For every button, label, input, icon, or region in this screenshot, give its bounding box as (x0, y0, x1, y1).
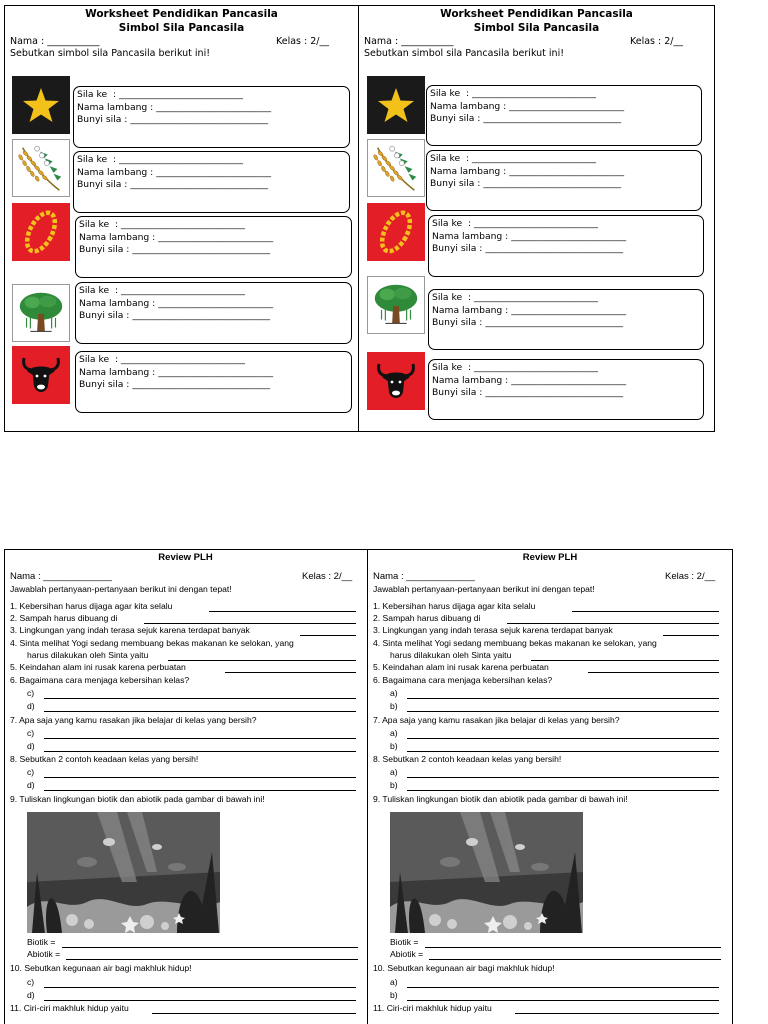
question-4: 4. Sinta melihat Yogi sedang membuang bekas makanan ke selokan, yang (10, 638, 294, 648)
answer-label: b) (390, 741, 398, 751)
sila-field[interactable]: Sila ke : ___________________________ (430, 88, 597, 99)
answer-line[interactable] (44, 1000, 356, 1001)
question-8: 8. Sebutkan 2 contoh keadaan kelas yang bersih! (10, 754, 199, 764)
review-class-field[interactable]: Kelas : 2/__ (302, 571, 353, 582)
sila-field[interactable]: Sila ke : ___________________________ (79, 354, 246, 365)
instruction-text: Sebutkan simbol sila Pancasila berikut ini! (364, 48, 565, 59)
banyan-tree-icon (367, 276, 425, 334)
answer-label: a) (390, 977, 398, 987)
answer-line[interactable] (62, 947, 358, 948)
abiotik-label: Abiotik = (390, 949, 424, 959)
question-5: 5. Keindahan alam ini rusak karena perbuatan (373, 662, 549, 672)
biotik-label: Biotik = (27, 937, 56, 947)
bunyi-field[interactable]: Bunyi sila : ______________________________ (79, 379, 271, 390)
rice-cotton-icon (367, 139, 425, 197)
bunyi-field[interactable]: Bunyi sila : ______________________________ (432, 317, 624, 328)
answer-box-4[interactable] (428, 289, 704, 350)
sila-field[interactable]: Sila ke : ___________________________ (79, 285, 246, 296)
question-4: 4. Sinta melihat Yogi sedang membuang bekas makanan ke selokan, yang (373, 638, 657, 648)
question-5: 5. Keindahan alam ini rusak karena perbuatan (10, 662, 186, 672)
answer-line[interactable] (507, 623, 719, 624)
answer-label: d) (27, 701, 35, 711)
question-9: 9. Tuliskan lingkungan biotik dan abiotik pada gambar di bawah ini! (10, 794, 265, 804)
sila-field[interactable]: Sila ke : ___________________________ (79, 219, 246, 230)
chain-icon (367, 203, 425, 261)
bunyi-field[interactable]: Bunyi sila : ______________________________ (432, 243, 624, 254)
answer-line[interactable] (66, 959, 358, 960)
answer-line[interactable] (44, 987, 356, 988)
answer-label: c) (27, 977, 35, 987)
rice-cotton-icon (12, 139, 70, 197)
answer-line[interactable] (572, 611, 719, 612)
answer-box-4[interactable] (75, 282, 352, 344)
review-name-field[interactable]: Nama : _____________ (10, 571, 112, 582)
banyan-tree-icon (12, 284, 70, 342)
answer-box-1[interactable] (73, 86, 350, 148)
class-field[interactable]: Kelas : 2/__ (276, 36, 329, 47)
bunyi-field[interactable]: Bunyi sila : ______________________________ (79, 244, 271, 255)
question-2: 2. Sampah harus dibuang di (373, 613, 481, 623)
review-title: Review PLH (522, 552, 578, 563)
bull-head-icon (12, 346, 70, 404)
answer-label: a) (390, 688, 398, 698)
answer-label: a) (390, 767, 398, 777)
question-1: 1. Kebersihan harus dijaga agar kita selalu (373, 601, 536, 611)
answer-line[interactable] (407, 698, 719, 699)
lambang-field[interactable]: Nama lambang : _________________________ (430, 100, 625, 112)
question-11: 11. Ciri-ciri makhluk hidup yaitu (10, 1003, 129, 1013)
question-4-continued: harus dilakukan oleh Sinta yaitu (390, 650, 512, 660)
question-10: 10. Sebutkan kegunaan air bagi makhluk hidup! (10, 963, 192, 973)
class-field[interactable]: Kelas : 2/__ (630, 36, 683, 47)
lambang-field[interactable]: Nama lambang : _________________________ (432, 374, 627, 386)
question-1: 1. Kebersihan harus dijaga agar kita selalu (10, 601, 173, 611)
answer-label: b) (390, 990, 398, 1000)
lambang-field[interactable]: Nama lambang : _________________________ (430, 165, 625, 177)
answer-box-5[interactable] (428, 359, 704, 420)
star-icon (367, 76, 425, 134)
answer-line[interactable] (44, 698, 356, 699)
answer-label: b) (390, 780, 398, 790)
chain-icon (12, 203, 70, 261)
bull-head-icon (367, 352, 425, 410)
sila-field[interactable]: Sila ke : ___________________________ (432, 218, 599, 229)
answer-label: d) (27, 780, 35, 790)
review-title: Review PLH (158, 552, 213, 563)
review-name-field[interactable]: Nama : _____________ (373, 571, 475, 582)
answer-line[interactable] (44, 738, 356, 739)
answer-line[interactable] (407, 987, 719, 988)
worksheet-subtitle: Simbol Sila Pancasila (473, 22, 600, 34)
answer-line[interactable] (588, 672, 719, 673)
answer-line[interactable] (531, 660, 719, 661)
answer-line[interactable] (407, 751, 719, 752)
question-4-continued: harus dilakukan oleh Sinta yaitu (27, 650, 149, 660)
question-8: 8. Sebutkan 2 contoh keadaan kelas yang bersih! (373, 754, 562, 764)
review-right-column (367, 549, 733, 1024)
underwater-scene-image (390, 812, 583, 933)
lambang-field[interactable]: Nama lambang : _________________________ (432, 230, 627, 242)
answer-line[interactable] (407, 1000, 719, 1001)
answer-line[interactable] (407, 738, 719, 739)
answer-line[interactable] (407, 711, 719, 712)
bunyi-field[interactable]: Bunyi sila : ______________________________ (79, 310, 271, 321)
answer-line[interactable] (225, 672, 356, 673)
worksheet-title: Worksheet Pendidikan Pancasila (440, 8, 633, 20)
question-7: 7. Apa saja yang kamu rasakan jika belajar di kelas yang bersih? (373, 715, 620, 725)
worksheet-left-content (4, 5, 359, 432)
worksheet-subtitle: Simbol Sila Pancasila (118, 22, 245, 34)
answer-box-2[interactable] (426, 150, 702, 211)
answer-label: c) (27, 767, 35, 777)
question-6: 6. Bagaimana cara menjaga kebersihan kelas? (10, 675, 190, 685)
abiotik-label: Abiotik = (27, 949, 61, 959)
question-3: 3. Lingkungan yang indah terasa sejuk karena terdapat banyak (10, 625, 250, 635)
answer-label: d) (27, 741, 35, 751)
bunyi-field[interactable]: Bunyi sila : ______________________________ (77, 179, 269, 190)
review-instruction: Jawablah pertanyaan-pertanyaan berikut ini dengan tepat! (10, 584, 232, 594)
answer-label: c) (27, 688, 35, 698)
question-11: 11. Ciri-ciri makhluk hidup yaitu (373, 1003, 492, 1013)
bunyi-field[interactable]: Bunyi sila : ______________________________ (430, 113, 622, 124)
answer-line[interactable] (209, 611, 356, 612)
answer-line[interactable] (44, 790, 356, 791)
answer-line[interactable] (168, 660, 356, 661)
review-instruction: Jawablah pertanyaan-pertanyaan berikut ini dengan tepat! (373, 584, 595, 594)
answer-line[interactable] (44, 777, 356, 778)
answer-line[interactable] (44, 711, 356, 712)
answer-label: d) (27, 990, 35, 1000)
lambang-field[interactable]: Nama lambang : _________________________ (79, 366, 274, 378)
answer-line[interactable] (152, 1013, 356, 1014)
question-7: 7. Apa saja yang kamu rasakan jika belajar di kelas yang bersih? (10, 715, 257, 725)
question-6: 6. Bagaimana cara menjaga kebersihan kelas? (373, 675, 553, 685)
answer-box-5[interactable] (75, 351, 352, 413)
answer-box-1[interactable] (426, 85, 702, 146)
sila-field[interactable]: Sila ke : ___________________________ (430, 153, 597, 164)
answer-line[interactable] (663, 635, 719, 636)
review-class-field[interactable]: Kelas : 2/__ (665, 571, 716, 582)
instruction-text: Sebutkan simbol sila Pancasila berikut ini! (10, 48, 211, 59)
underwater-scene-image (27, 812, 220, 933)
worksheet-title: Worksheet Pendidikan Pancasila (85, 8, 278, 20)
bunyi-field[interactable]: Bunyi sila : ______________________________ (430, 178, 622, 189)
answer-line[interactable] (407, 777, 719, 778)
question-10: 10. Sebutkan kegunaan air bagi makhluk hidup! (373, 963, 555, 973)
answer-line[interactable] (515, 1013, 719, 1014)
question-9: 9. Tuliskan lingkungan biotik dan abiotik pada gambar di bawah ini! (373, 794, 628, 804)
lambang-field[interactable]: Nama lambang : _________________________ (79, 297, 274, 309)
answer-label: a) (390, 728, 398, 738)
name-field[interactable]: Nama : ___________ (364, 36, 454, 47)
worksheet-right-content (358, 5, 715, 432)
answer-box-2[interactable] (73, 151, 350, 213)
sila-field[interactable]: Sila ke : ___________________________ (77, 154, 244, 165)
lambang-field[interactable]: Nama lambang : _________________________ (77, 166, 272, 178)
star-icon (12, 76, 70, 134)
name-field[interactable]: Nama : ___________ (10, 36, 100, 47)
answer-line[interactable] (44, 751, 356, 752)
question-3: 3. Lingkungan yang indah terasa sejuk karena terdapat banyak (373, 625, 613, 635)
lambang-field[interactable]: Nama lambang : _________________________ (77, 101, 272, 113)
bunyi-field[interactable]: Bunyi sila : ______________________________ (432, 387, 624, 398)
answer-box-3[interactable] (75, 216, 352, 278)
answer-line[interactable] (407, 790, 719, 791)
question-2: 2. Sampah harus dibuang di (10, 613, 118, 623)
bunyi-field[interactable]: Bunyi sila : ______________________________ (77, 114, 269, 125)
sila-field[interactable]: Sila ke : ___________________________ (77, 89, 244, 100)
sila-field[interactable]: Sila ke : ___________________________ (432, 292, 599, 303)
answer-line[interactable] (425, 947, 721, 948)
biotik-label: Biotik = (390, 937, 419, 947)
answer-label: c) (27, 728, 35, 738)
answer-label: b) (390, 701, 398, 711)
answer-line[interactable] (144, 623, 356, 624)
review-left-column (4, 549, 367, 1024)
answer-line[interactable] (300, 635, 356, 636)
lambang-field[interactable]: Nama lambang : _________________________ (432, 304, 627, 316)
answer-line[interactable] (429, 959, 721, 960)
lambang-field[interactable]: Nama lambang : _________________________ (79, 231, 274, 243)
sila-field[interactable]: Sila ke : ___________________________ (432, 362, 599, 373)
answer-box-3[interactable] (428, 215, 704, 277)
